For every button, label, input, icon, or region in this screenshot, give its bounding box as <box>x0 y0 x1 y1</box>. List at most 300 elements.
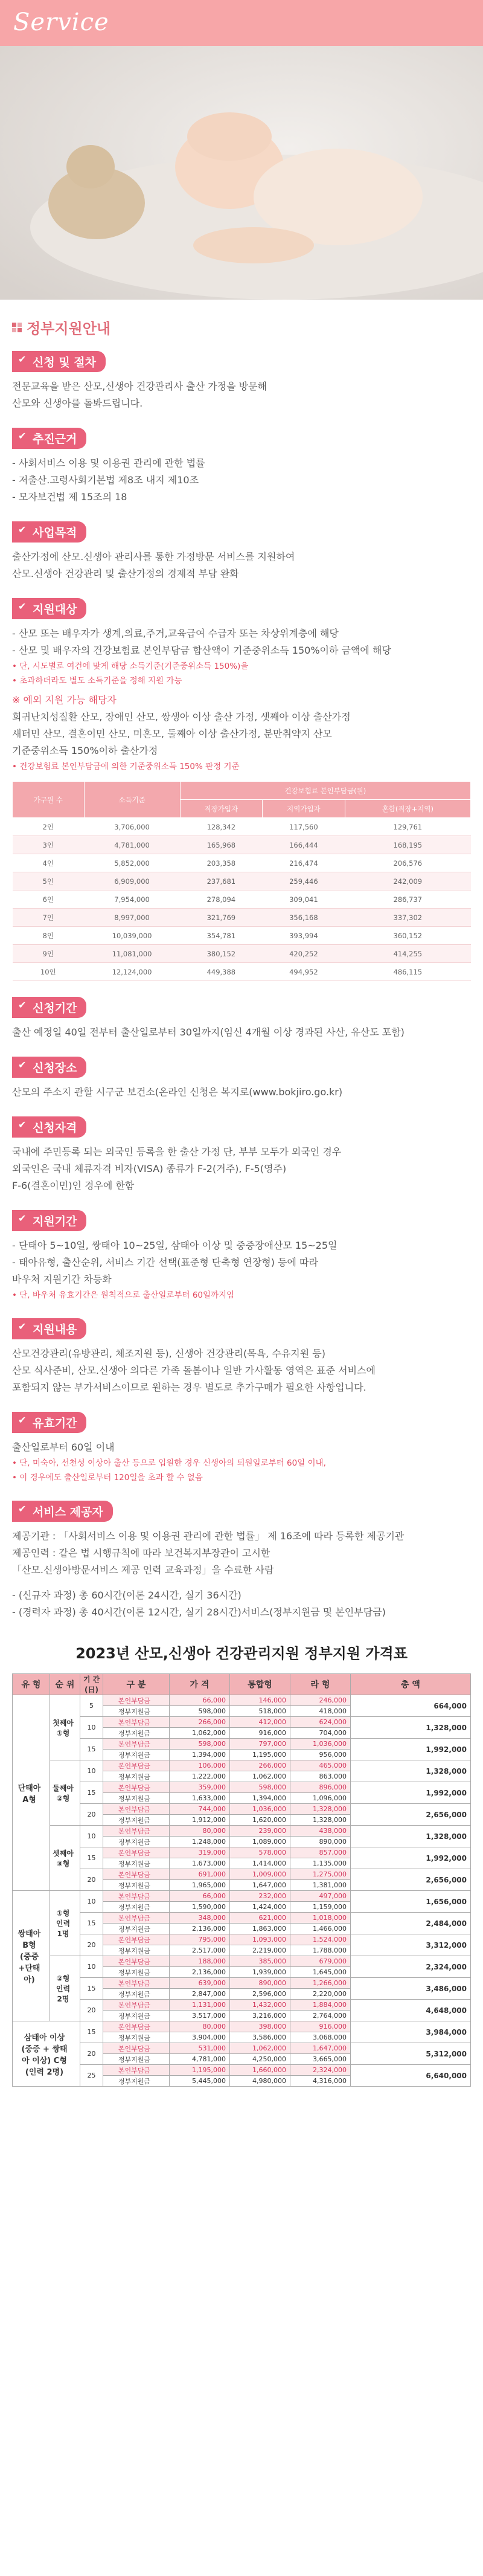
income-cell: 356,168 <box>263 909 345 927</box>
price-type: 본인부담금 <box>103 2021 170 2032</box>
price-period: 20 <box>80 1804 103 1826</box>
price-value: 1,036,000 <box>290 1739 351 1750</box>
income-cell: 3,706,000 <box>84 818 180 836</box>
section-line: 산모건강관리(유방관리, 체조지원 등), 신생아 건강관리(목욕, 수유지원 등) <box>12 1348 325 1359</box>
price-value: 1,645,000 <box>290 1967 351 1978</box>
price-value: 691,000 <box>170 1869 230 1880</box>
th-standard: 통합형 <box>230 1674 290 1695</box>
section-note: • 단, 미숙아, 선천성 이상아 출산 등으로 입원한 경우 신생아의 퇴원일로부터 60일 이내, <box>12 1458 326 1468</box>
price-value: 744,000 <box>170 1804 230 1815</box>
price-value: 1,965,000 <box>170 1880 230 1891</box>
price-total: 4,648,000 <box>351 2000 471 2021</box>
price-value: 857,000 <box>290 1847 351 1858</box>
income-cell: 486,115 <box>345 963 470 981</box>
section-note: • 단, 바우처 유효기간은 원칙적으로 출산일로부터 60일까지임 <box>12 1290 235 1300</box>
section-tag: ✔ 지원기간 <box>12 1210 86 1231</box>
th-total: 총 액 <box>351 1674 471 1695</box>
price-value: 418,000 <box>290 1706 351 1717</box>
income-cell: 203,358 <box>180 854 263 872</box>
price-total: 1,328,000 <box>351 1826 471 1847</box>
th-period-label: 기 간 <box>83 1675 100 1684</box>
price-type: 본인부담금 <box>103 1739 170 1750</box>
price-type: 본인부담금 <box>103 2065 170 2076</box>
price-value: 1,018,000 <box>290 1913 351 1924</box>
price-value: 66,000 <box>170 1695 230 1706</box>
price-table <box>12 1673 471 2087</box>
price-type: 정부지원금 <box>103 2054 170 2065</box>
price-row <box>13 2021 471 2032</box>
price-period: 20 <box>80 2043 103 2065</box>
income-row <box>13 818 471 836</box>
price-row <box>13 1978 471 1989</box>
target-extra-note: • 건강보험료 본인부담금에 의한 기준중위소득 150% 판정 기준 <box>12 762 240 771</box>
price-sub-name: ①형 인력 1명 <box>50 1891 80 1956</box>
price-period: 20 <box>80 1869 103 1891</box>
income-cell: 237,681 <box>180 872 263 890</box>
price-row <box>13 2065 471 2076</box>
price-value: 2,136,000 <box>170 1924 230 1934</box>
price-type: 정부지원금 <box>103 1945 170 1956</box>
price-period: 25 <box>80 2065 103 2087</box>
price-type: 본인부담금 <box>103 1760 170 1771</box>
price-row <box>13 2043 471 2054</box>
price-value: 1,394,000 <box>230 1793 290 1804</box>
price-value: 80,000 <box>170 1826 230 1837</box>
price-period: 20 <box>80 2000 103 2021</box>
price-type: 정부지원금 <box>103 1815 170 1826</box>
income-cell: 414,255 <box>345 945 470 963</box>
income-cell: 9인 <box>13 945 85 963</box>
section-line: 출산일로부터 60일 이내 <box>12 1441 115 1453</box>
price-type: 정부지원금 <box>103 2076 170 2087</box>
price-value: 518,000 <box>230 1706 290 1717</box>
price-value: 385,000 <box>230 1956 290 1967</box>
price-type: 정부지원금 <box>103 1706 170 1717</box>
section-sections2-6 <box>12 1501 471 1621</box>
price-value: 956,000 <box>290 1750 351 1760</box>
income-cell: 168,195 <box>345 836 470 854</box>
content <box>0 300 483 2087</box>
income-row <box>13 927 471 945</box>
price-type: 본인부담금 <box>103 2000 170 2011</box>
price-value: 1,414,000 <box>230 1858 290 1869</box>
price-value: 598,000 <box>170 1706 230 1717</box>
section-sections2-0 <box>12 997 471 1041</box>
price-period: 10 <box>80 1891 103 1913</box>
price-total: 2,656,000 <box>351 1869 471 1891</box>
price-value: 1,275,000 <box>290 1869 351 1880</box>
price-value: 1,036,000 <box>230 1804 290 1815</box>
income-cell: 10,039,000 <box>84 927 180 945</box>
income-cell: 494,952 <box>263 963 345 981</box>
th-period-unit: (日) <box>85 1686 98 1694</box>
price-period: 15 <box>80 1847 103 1869</box>
price-value: 621,000 <box>230 1913 290 1924</box>
income-cell: 4,781,000 <box>84 836 180 854</box>
price-value: 3,068,000 <box>290 2032 351 2043</box>
price-sub-name: 셋째아 ③형 <box>50 1826 80 1891</box>
section-sections2-5 <box>12 1412 471 1485</box>
price-row <box>13 1934 471 1945</box>
target-line: - 산모 또는 배우자가 생계,의료,주거,교육급여 수급자 또는 차상위계층에 해당 <box>12 628 339 639</box>
price-row <box>13 1869 471 1880</box>
price-value: 598,000 <box>230 1782 290 1793</box>
section-line: 외국인은 국내 체류자격 비자(VISA) 종류가 F-2(거주), F-5(영주) <box>12 1163 287 1174</box>
target-extra-line: 기준중위소득 150%이하 출산가정 <box>12 745 158 756</box>
price-type: 정부지원금 <box>103 1880 170 1891</box>
price-value: 797,000 <box>230 1739 290 1750</box>
price-value: 1,424,000 <box>230 1902 290 1913</box>
price-period: 20 <box>80 1934 103 1956</box>
income-cell: 6인 <box>13 890 85 909</box>
price-value: 412,000 <box>230 1717 290 1728</box>
price-value: 1,248,000 <box>170 1837 230 1847</box>
price-value: 578,000 <box>230 1847 290 1858</box>
price-value: 1,062,000 <box>170 1728 230 1739</box>
section-line: 전문교육을 받은 산모,신생아 건강관리사 출산 가정을 방문해 <box>12 381 267 392</box>
price-value: 2,764,000 <box>290 2011 351 2021</box>
price-type: 정부지원금 <box>103 1858 170 1869</box>
price-value: 246,000 <box>290 1695 351 1706</box>
income-cell: 449,388 <box>180 963 263 981</box>
th-mixed: 혼합(직장+지역) <box>345 800 470 818</box>
price-row <box>13 1891 471 1902</box>
price-total: 1,328,000 <box>351 1717 471 1739</box>
price-total: 1,992,000 <box>351 1739 471 1760</box>
price-value: 1,266,000 <box>290 1978 351 1989</box>
price-total: 1,992,000 <box>351 1847 471 1869</box>
target-extra-line: ※ 예외 지원 가능 해당자 <box>12 694 117 706</box>
price-value: 1,673,000 <box>170 1858 230 1869</box>
income-cell: 165,968 <box>180 836 263 854</box>
price-type: 본인부담금 <box>103 1956 170 1967</box>
section-line: - 태아유형, 출산순위, 서비스 기간 선택(표준형 단축형 연장형) 등에 따라 <box>12 1257 318 1268</box>
price-group-name: 쌍태아 B형 (중증 +단태 아) <box>13 1891 50 2021</box>
income-row <box>13 890 471 909</box>
price-period: 15 <box>80 1978 103 2000</box>
price-value: 232,000 <box>230 1891 290 1902</box>
section-line: 출산 예정일 40일 전부터 출산일로부터 30일까지(임신 4개월 이상 경과된 사산, 유산도 포함) <box>12 1026 405 1038</box>
income-row <box>13 872 471 890</box>
price-type: 본인부담금 <box>103 2043 170 2054</box>
th-category: 구 분 <box>103 1674 170 1695</box>
section-line: 바우처 지원기간 차등화 <box>12 1274 112 1285</box>
section-sections2-4 <box>12 1318 471 1396</box>
income-row <box>13 963 471 981</box>
target-lines <box>12 625 471 774</box>
price-value: 4,316,000 <box>290 2076 351 2087</box>
section-line: F-6(결혼이민)인 경우에 한함 <box>12 1180 135 1191</box>
price-type: 본인부담금 <box>103 1978 170 1989</box>
price-value: 624,000 <box>290 1717 351 1728</box>
income-cell: 216,474 <box>263 854 345 872</box>
price-value: 4,781,000 <box>170 2054 230 2065</box>
th-period <box>80 1674 103 1695</box>
main-title-text: 정부지원안내 <box>27 320 111 337</box>
price-type: 정부지원금 <box>103 1989 170 2000</box>
section-tag: ✔ 신청장소 <box>12 1057 86 1078</box>
price-value: 146,000 <box>230 1695 290 1706</box>
section-sections2-3 <box>12 1210 471 1302</box>
income-cell: 242,009 <box>345 872 470 890</box>
price-value: 66,000 <box>170 1891 230 1902</box>
income-cell: 206,576 <box>345 854 470 872</box>
section-line: 산모의 주소지 관할 시구군 보건소(온라인 신청은 복지로(www.bokjiro.go.kr) <box>12 1086 343 1098</box>
price-value: 3,665,000 <box>290 2054 351 2065</box>
section-tag: ✔ 지원대상 <box>12 598 86 619</box>
price-value: 1,062,000 <box>230 1771 290 1782</box>
price-row <box>13 1826 471 1837</box>
price-value: 1,195,000 <box>230 1750 290 1760</box>
price-type: 정부지원금 <box>103 1728 170 1739</box>
price-type: 정부지원금 <box>103 1902 170 1913</box>
price-value: 679,000 <box>290 1956 351 1967</box>
income-cell: 4인 <box>13 854 85 872</box>
target-line: - 산모 및 배우자의 건강보험료 본인부담금 합산액이 기준중위소득 150%이하 금액에 해당 <box>12 645 391 656</box>
income-cell: 337,302 <box>345 909 470 927</box>
price-value: 4,980,000 <box>230 2076 290 2087</box>
section-line <box>12 1579 471 1587</box>
price-value: 5,445,000 <box>170 2076 230 2087</box>
price-total: 664,000 <box>351 1695 471 1717</box>
price-value: 3,216,000 <box>230 2011 290 2021</box>
section-line: - 모자보건법 제 15조의 18 <box>12 491 127 503</box>
price-value: 1,912,000 <box>170 1815 230 1826</box>
price-row <box>13 1804 471 1815</box>
price-value: 2,220,000 <box>290 1989 351 2000</box>
price-total: 5,312,000 <box>351 2043 471 2065</box>
target-extra-line: 희귀난치성질환 산모, 장애인 산모, 쌍생아 이상 출산 가정, 셋째아 이상 출산가정 <box>12 711 351 723</box>
price-type: 정부지원금 <box>103 1924 170 1934</box>
price-total: 3,984,000 <box>351 2021 471 2043</box>
target-extra-line: 새터민 산모, 결혼이민 산모, 미혼모, 둘째아 이상 출산가정, 분만취약지 산모 <box>12 728 332 739</box>
price-period: 15 <box>80 1739 103 1760</box>
price-value: 1,135,000 <box>290 1858 351 1869</box>
price-value: 863,000 <box>290 1771 351 1782</box>
section-target <box>12 598 471 981</box>
income-cell: 393,994 <box>263 927 345 945</box>
income-row <box>13 945 471 963</box>
price-value: 1,381,000 <box>290 1880 351 1891</box>
price-type: 본인부담금 <box>103 1695 170 1706</box>
price-value: 1,432,000 <box>230 2000 290 2011</box>
price-value: 896,000 <box>290 1782 351 1793</box>
price-period: 10 <box>80 1956 103 1978</box>
price-row <box>13 1956 471 1967</box>
price-value: 1,195,000 <box>170 2065 230 2076</box>
income-row <box>13 854 471 872</box>
price-type: 본인부담금 <box>103 1717 170 1728</box>
income-cell: 5,852,000 <box>84 854 180 872</box>
price-value: 1,620,000 <box>230 1815 290 1826</box>
section-line: - (경력자 과정) 총 40시간(이론 12시간, 실기 28시간)서비스(정부지원금 및 본인부담금) <box>12 1606 386 1618</box>
th-price: 가 격 <box>170 1674 230 1695</box>
price-value: 239,000 <box>230 1826 290 1837</box>
target-note: • 초과하더라도 별도 소득기준을 정해 지원 가능 <box>12 676 182 686</box>
section-tag: ✔ 지원내용 <box>12 1318 86 1339</box>
price-body <box>13 1695 471 2087</box>
price-group-name: 단태아 A형 <box>13 1695 50 1891</box>
income-cell: 321,769 <box>180 909 263 927</box>
section-tag: ✔ 신청자격 <box>12 1116 86 1138</box>
income-cell: 278,094 <box>180 890 263 909</box>
section-sections-1 <box>12 428 471 506</box>
income-cell: 7,954,000 <box>84 890 180 909</box>
price-value: 890,000 <box>290 1837 351 1847</box>
price-row <box>13 1739 471 1750</box>
price-value: 890,000 <box>230 1978 290 1989</box>
income-cell: 420,252 <box>263 945 345 963</box>
price-value: 1,939,000 <box>230 1967 290 1978</box>
price-value: 359,000 <box>170 1782 230 1793</box>
section-line: 출산가정에 산모.신생아 관리사를 통한 가정방문 서비스를 지원하여 <box>12 551 295 562</box>
income-body <box>13 818 471 981</box>
price-total: 3,312,000 <box>351 1934 471 1956</box>
price-type: 본인부담금 <box>103 1826 170 1837</box>
price-period: 15 <box>80 1913 103 1934</box>
income-cell: 8인 <box>13 927 85 945</box>
price-value: 2,517,000 <box>170 1945 230 1956</box>
section-sections-0 <box>12 351 471 412</box>
section-line: 산모.신생아 건강관리 및 출산가정의 경제적 부담 완화 <box>12 568 239 579</box>
price-value: 1,647,000 <box>230 1880 290 1891</box>
price-value: 3,517,000 <box>170 2011 230 2021</box>
price-value: 1,590,000 <box>170 1902 230 1913</box>
price-type: 정부지원금 <box>103 2011 170 2021</box>
price-type: 본인부담금 <box>103 1891 170 1902</box>
price-value: 1,647,000 <box>290 2043 351 2054</box>
price-row <box>13 1760 471 1771</box>
price-value: 266,000 <box>230 1760 290 1771</box>
price-value: 1,660,000 <box>230 2065 290 2076</box>
price-value: 531,000 <box>170 2043 230 2054</box>
price-value: 2,136,000 <box>170 1967 230 1978</box>
section-tag: ✔ 유효기간 <box>12 1412 86 1433</box>
price-type: 본인부담금 <box>103 1934 170 1945</box>
section-line: 제공기관 : 「사회서비스 이용 및 이용권 관리에 관한 법률」 제 16조에 따라 등록한 제공기관 <box>12 1530 405 1542</box>
income-row <box>13 909 471 927</box>
price-value: 1,394,000 <box>170 1750 230 1760</box>
price-value: 1,466,000 <box>290 1924 351 1934</box>
price-value: 438,000 <box>290 1826 351 1837</box>
price-type: 본인부담금 <box>103 1847 170 1858</box>
price-value: 106,000 <box>170 1760 230 1771</box>
price-type: 정부지원금 <box>103 1793 170 1804</box>
price-value: 1,222,000 <box>170 1771 230 1782</box>
sections <box>12 351 471 582</box>
price-period: 5 <box>80 1695 103 1717</box>
main-title <box>12 317 471 338</box>
section-sections-2 <box>12 521 471 582</box>
price-value: 348,000 <box>170 1913 230 1924</box>
price-total: 2,656,000 <box>351 1804 471 1826</box>
price-type: 정부지원금 <box>103 1771 170 1782</box>
th-type: 유 형 <box>13 1674 50 1695</box>
section-sections2-2 <box>12 1116 471 1194</box>
price-value: 465,000 <box>290 1760 351 1771</box>
price-value: 266,000 <box>170 1717 230 1728</box>
price-value: 398,000 <box>230 2021 290 2032</box>
price-type: 본인부담금 <box>103 1782 170 1793</box>
price-total: 6,640,000 <box>351 2065 471 2087</box>
section-line: 산모와 신생아를 돌봐드립니다. <box>12 398 143 409</box>
price-value: 1,328,000 <box>290 1804 351 1815</box>
income-table <box>12 781 471 981</box>
price-row <box>13 1913 471 1924</box>
income-row <box>13 836 471 854</box>
squares-icon <box>12 323 22 332</box>
section-line: 「산모.신생아방문서비스 제공 인력 교육과정」을 수료한 사람 <box>12 1564 274 1576</box>
price-period: 15 <box>80 2021 103 2043</box>
price-value: 598,000 <box>170 1739 230 1750</box>
income-cell: 309,041 <box>263 890 345 909</box>
section-line: 제공인력 : 같은 법 시행규칙에 따라 보건복지부장관이 고시한 <box>12 1547 270 1559</box>
price-value: 1,633,000 <box>170 1793 230 1804</box>
price-sub-name: 첫째아 ①형 <box>50 1695 80 1760</box>
service-title: Service <box>13 8 109 36</box>
price-value: 704,000 <box>290 1728 351 1739</box>
section-line: - 저출산.고령사회기본법 제8조 내지 제10조 <box>12 474 199 486</box>
section-line: - 단태아 5~10일, 쌍태아 10~25일, 삼태아 이상 및 중증장애산모 15~25일 <box>12 1240 337 1251</box>
price-type: 정부지원금 <box>103 1837 170 1847</box>
section-line: 국내에 주민등록 되는 외국인 등록을 한 출산 가정 단, 부부 모두가 외국인 경우 <box>12 1146 342 1158</box>
price-total: 2,484,000 <box>351 1913 471 1934</box>
price-period: 10 <box>80 1717 103 1739</box>
price-value: 3,904,000 <box>170 2032 230 2043</box>
hero-image-sleeping-baby <box>0 46 483 300</box>
target-note: • 단, 시도별로 여건에 맞게 해당 소득기준(기준중위소득 150%)을 <box>12 662 249 671</box>
section-tag: ✔ 신청기간 <box>12 997 86 1018</box>
price-row <box>13 1782 471 1793</box>
income-cell: 360,152 <box>345 927 470 945</box>
price-row <box>13 1847 471 1858</box>
price-value: 2,324,000 <box>290 2065 351 2076</box>
section-line: 포함되지 않는 부가서비스이므로 원하는 경우 별도로 추가구매가 필요한 사항입니다. <box>12 1382 366 1393</box>
price-value: 1,788,000 <box>290 1945 351 1956</box>
section-tag: ✔ 서비스 제공자 <box>12 1501 113 1522</box>
price-sub-name: ②형 인력 2명 <box>50 1956 80 2021</box>
price-total: 3,486,000 <box>351 1978 471 2000</box>
section-tag: ✔ 추진근거 <box>12 428 86 449</box>
income-cell: 3인 <box>13 836 85 854</box>
th-work: 직장가입자 <box>180 800 263 818</box>
price-type: 정부지원금 <box>103 1750 170 1760</box>
price-value: 497,000 <box>290 1891 351 1902</box>
section-tag: ✔ 신청 및 절차 <box>12 351 106 372</box>
price-title: 2023년 산모,신생아 건강관리지원 정부지원 가격표 <box>75 1645 408 1662</box>
th-group: 건강보험료 본인부담금(원) <box>180 782 470 800</box>
price-value: 795,000 <box>170 1934 230 1945</box>
price-value: 1,089,000 <box>230 1837 290 1847</box>
price-value: 639,000 <box>170 1978 230 1989</box>
price-total: 1,992,000 <box>351 1782 471 1804</box>
price-value: 916,000 <box>230 1728 290 1739</box>
price-period: 15 <box>80 1782 103 1804</box>
section-note: • 이 경우에도 출산일로부터 120일을 초과 할 수 없음 <box>12 1473 203 1483</box>
price-type: 본인부담금 <box>103 1869 170 1880</box>
price-value: 3,586,000 <box>230 2032 290 2043</box>
price-sub-name: 둘째아 ②형 <box>50 1760 80 1826</box>
income-cell: 10인 <box>13 963 85 981</box>
price-row <box>13 1717 471 1728</box>
income-cell: 128,342 <box>180 818 263 836</box>
income-cell: 12,124,000 <box>84 963 180 981</box>
price-value: 2,847,000 <box>170 1989 230 2000</box>
price-type: 정부지원금 <box>103 1967 170 1978</box>
price-period: 10 <box>80 1826 103 1847</box>
price-value: 1,009,000 <box>230 1869 290 1880</box>
income-cell: 129,761 <box>345 818 470 836</box>
